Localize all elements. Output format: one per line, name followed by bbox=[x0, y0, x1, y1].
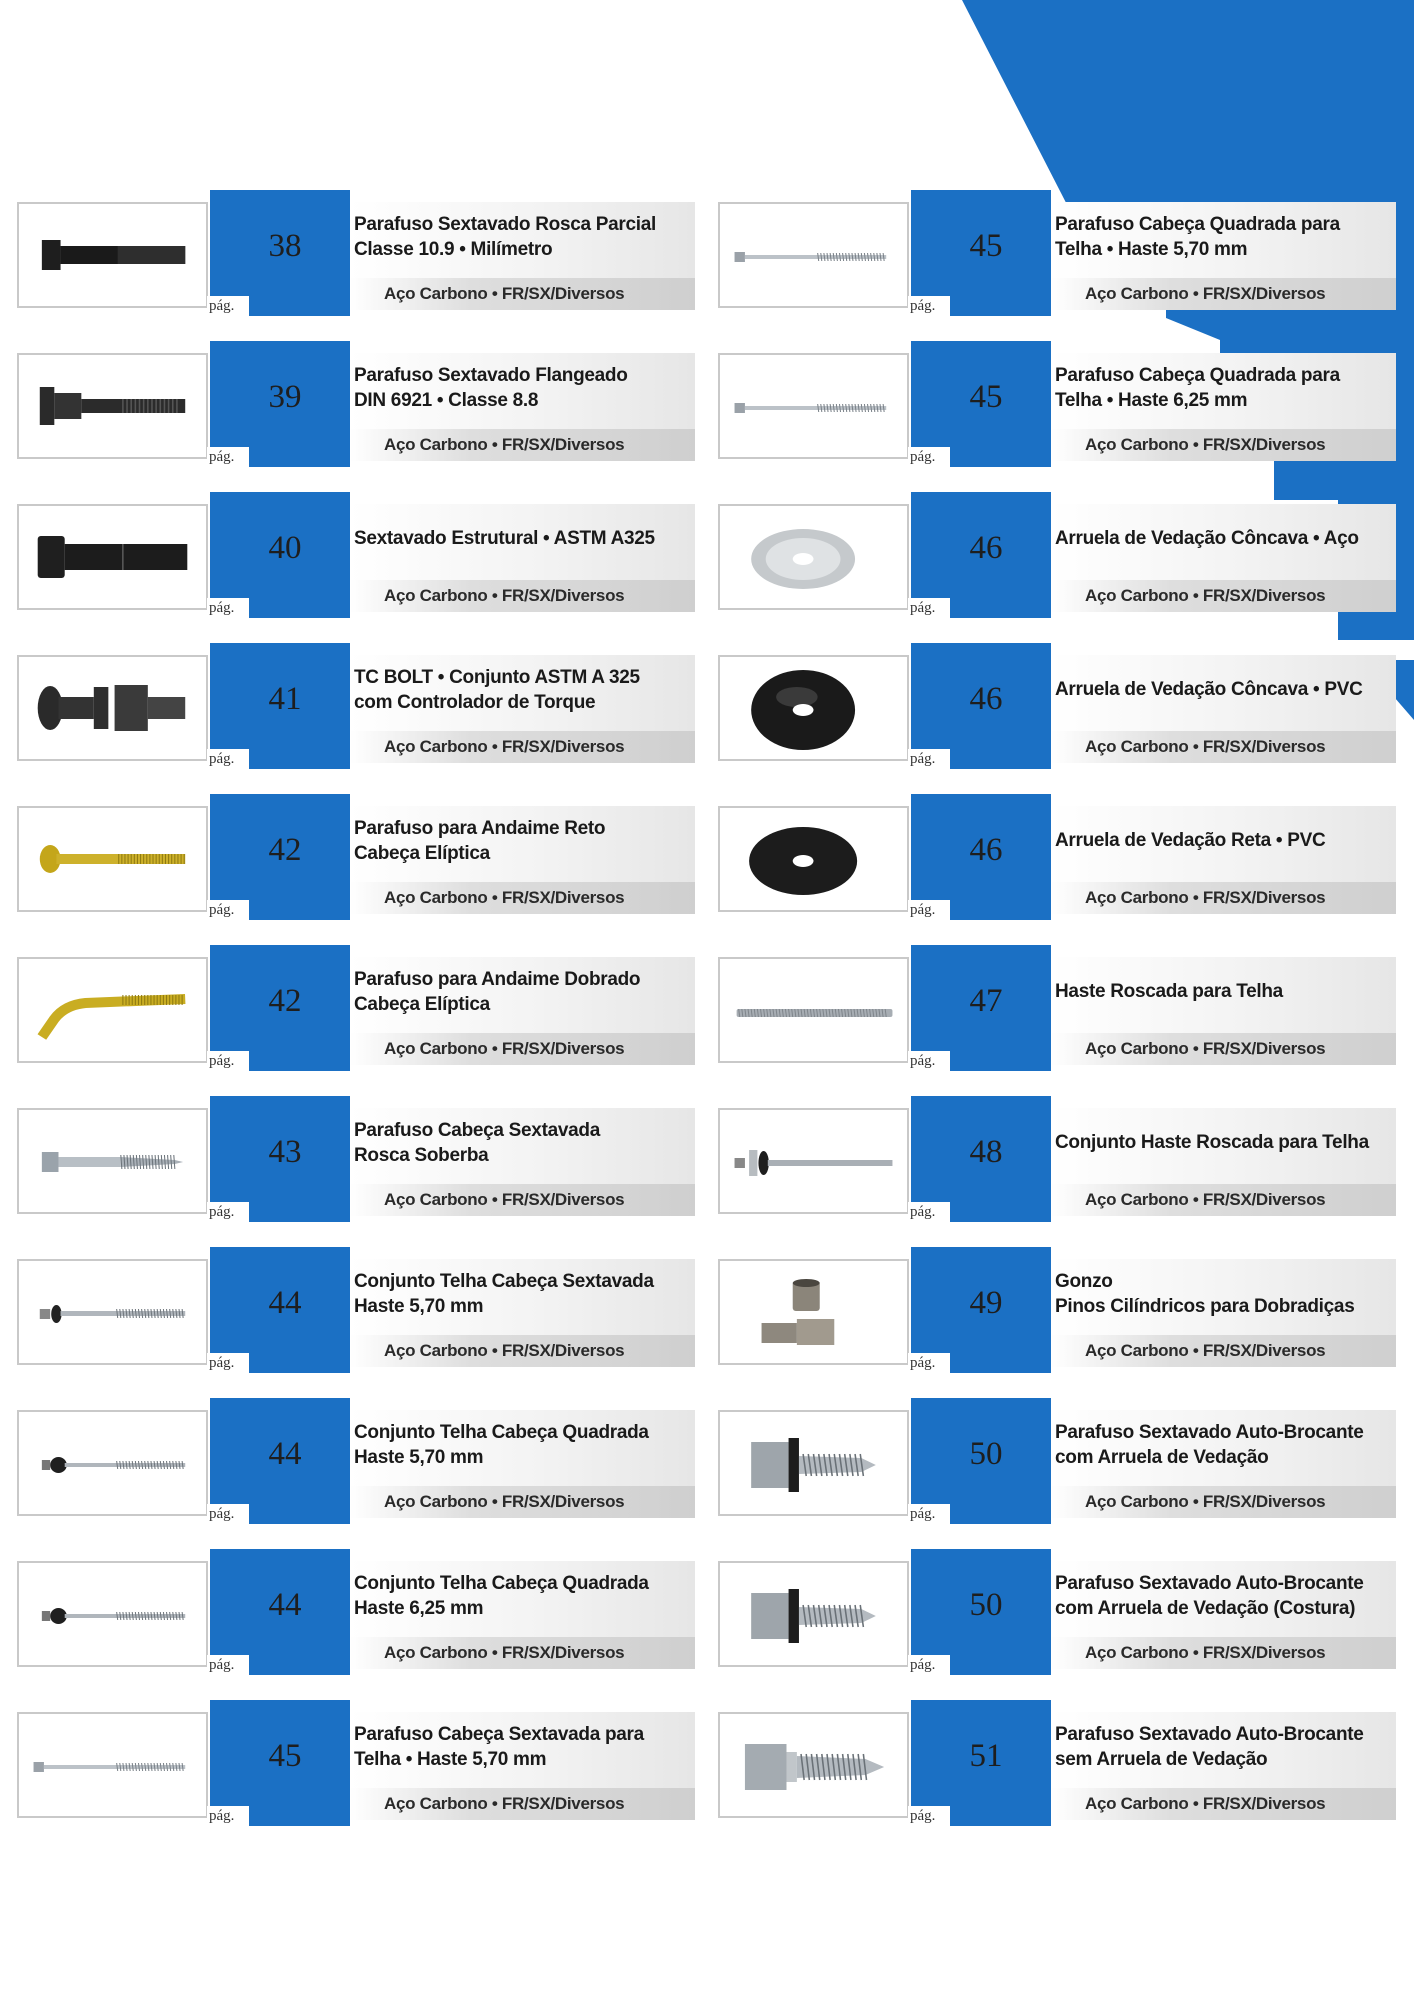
product-title-line: Conjunto Telha Cabeça Sextavada bbox=[354, 1271, 654, 1292]
product-title-line: Parafuso Cabeça Quadrada para bbox=[1055, 214, 1340, 235]
page-number: 46 bbox=[969, 681, 1003, 717]
pvc-flat-washer-icon bbox=[718, 806, 909, 912]
page-number-box bbox=[911, 945, 1051, 1071]
catalog-entry[interactable] bbox=[17, 1247, 717, 1373]
product-title-line: Parafuso Sextavado Auto-Brocante bbox=[1055, 1422, 1364, 1443]
spec-text: Aço Carbono • FR/SX/Diversos bbox=[1085, 435, 1326, 454]
catalog-entry[interactable] bbox=[718, 945, 1414, 1071]
product-info bbox=[350, 353, 695, 461]
catalog-entry[interactable] bbox=[718, 1096, 1414, 1222]
catalog-entry[interactable] bbox=[17, 1700, 717, 1826]
page-number: 44 bbox=[268, 1587, 302, 1623]
product-title bbox=[1055, 212, 1390, 262]
spec-bar bbox=[1051, 1486, 1396, 1518]
page-number: 42 bbox=[268, 983, 302, 1019]
product-title bbox=[1055, 1722, 1390, 1772]
spec-text: Aço Carbono • FR/SX/Diversos bbox=[384, 284, 625, 303]
product-title bbox=[1055, 363, 1390, 413]
spec-text: Aço Carbono • FR/SX/Diversos bbox=[384, 1643, 625, 1662]
spec-text: Aço Carbono • FR/SX/Diversos bbox=[1085, 1039, 1326, 1058]
catalog-entry[interactable] bbox=[718, 341, 1414, 467]
scaffold-bolt-bent-icon bbox=[17, 957, 208, 1063]
page-label: pág. bbox=[207, 1051, 249, 1071]
tc-bolt-icon bbox=[17, 655, 208, 761]
product-title-line: Gonzo bbox=[1055, 1271, 1113, 1292]
product-title-line: Haste Roscada para Telha bbox=[1055, 981, 1283, 1002]
spec-bar bbox=[350, 1637, 695, 1669]
page-number: 50 bbox=[969, 1436, 1003, 1472]
page-number-box bbox=[210, 1247, 350, 1373]
page-number: 39 bbox=[268, 379, 302, 415]
page-label: pág. bbox=[908, 447, 950, 467]
page-label: pág. bbox=[908, 1202, 950, 1222]
catalog-entry[interactable] bbox=[17, 945, 717, 1071]
page-number-box bbox=[911, 190, 1051, 316]
product-info bbox=[350, 655, 695, 763]
page-number: 48 bbox=[969, 1134, 1003, 1170]
product-title-line: TC BOLT • Conjunto ASTM A 325 bbox=[354, 667, 640, 688]
product-title bbox=[354, 363, 689, 413]
product-title-line: Arruela de Vedação Reta • PVC bbox=[1055, 830, 1326, 851]
product-title bbox=[1055, 1571, 1390, 1621]
catalog-entry[interactable] bbox=[17, 643, 717, 769]
product-title-line: Rosca Soberba bbox=[354, 1145, 489, 1166]
spec-bar bbox=[350, 278, 695, 310]
spec-text: Aço Carbono • FR/SX/Diversos bbox=[384, 586, 625, 605]
steel-washer-icon bbox=[718, 504, 909, 610]
product-title-line: Telha • Haste 5,70 mm bbox=[1055, 239, 1248, 260]
product-title bbox=[1055, 1420, 1390, 1470]
structural-bolt-icon bbox=[17, 504, 208, 610]
spec-bar bbox=[350, 1184, 695, 1216]
spec-text: Aço Carbono • FR/SX/Diversos bbox=[384, 888, 625, 907]
catalog-entry[interactable] bbox=[17, 1398, 717, 1524]
product-info bbox=[350, 504, 695, 612]
page-label: pág. bbox=[207, 900, 249, 920]
product-info bbox=[350, 1259, 695, 1367]
product-title-line: Parafuso para Andaime Reto bbox=[354, 818, 606, 839]
page-label: pág. bbox=[908, 1353, 950, 1373]
page-number-box bbox=[911, 643, 1051, 769]
page-label: pág. bbox=[908, 749, 950, 769]
product-title bbox=[354, 1269, 689, 1319]
page-label: pág. bbox=[908, 296, 950, 316]
spec-bar bbox=[350, 1335, 695, 1367]
spec-text: Aço Carbono • FR/SX/Diversos bbox=[384, 1341, 625, 1360]
scaffold-bolt-straight-icon bbox=[17, 806, 208, 912]
roof-screw-hex-icon bbox=[17, 1259, 208, 1365]
spec-text: Aço Carbono • FR/SX/Diversos bbox=[384, 435, 625, 454]
catalog-entry[interactable] bbox=[718, 794, 1414, 920]
page-number: 45 bbox=[969, 228, 1003, 264]
spec-bar bbox=[1051, 1788, 1396, 1820]
self-drilling-screw-plain-icon bbox=[718, 1712, 909, 1818]
catalog-entry[interactable] bbox=[718, 1700, 1414, 1826]
spec-bar bbox=[1051, 278, 1396, 310]
product-title-line: Haste 5,70 mm bbox=[354, 1296, 484, 1317]
roof-screw-long-icon bbox=[718, 353, 909, 459]
page-label: pág. bbox=[207, 1806, 249, 1826]
product-info bbox=[1051, 202, 1396, 310]
catalog-entry[interactable] bbox=[718, 492, 1414, 618]
spec-text: Aço Carbono • FR/SX/Diversos bbox=[1085, 1341, 1326, 1360]
product-title-line: Parafuso Sextavado Flangeado bbox=[354, 365, 628, 386]
page-number-box bbox=[210, 492, 350, 618]
product-title-line: Parafuso Cabeça Quadrada para bbox=[1055, 365, 1340, 386]
roof-screw-long-icon bbox=[718, 202, 909, 308]
product-title bbox=[354, 967, 689, 1017]
spec-bar bbox=[1051, 1184, 1396, 1216]
spec-bar bbox=[350, 731, 695, 763]
product-info bbox=[350, 1108, 695, 1216]
product-info bbox=[1051, 957, 1396, 1065]
product-info bbox=[350, 202, 695, 310]
product-title bbox=[354, 1722, 689, 1772]
product-info bbox=[1051, 504, 1396, 612]
catalog-entry[interactable] bbox=[718, 643, 1414, 769]
page-number: 51 bbox=[969, 1738, 1003, 1774]
spec-bar bbox=[350, 1788, 695, 1820]
page-number-box bbox=[911, 492, 1051, 618]
product-info bbox=[1051, 806, 1396, 914]
page-label: pág. bbox=[908, 598, 950, 618]
page-number: 46 bbox=[969, 530, 1003, 566]
page-label: pág. bbox=[207, 749, 249, 769]
product-title-line: Haste 5,70 mm bbox=[354, 1447, 484, 1468]
product-title bbox=[354, 816, 689, 866]
product-title-line: sem Arruela de Vedação bbox=[1055, 1749, 1268, 1770]
page-number: 45 bbox=[268, 1738, 302, 1774]
spec-bar bbox=[1051, 882, 1396, 914]
catalog-entry[interactable] bbox=[17, 492, 717, 618]
catalog-column-right bbox=[718, 190, 1414, 1851]
product-title-line: Conjunto Telha Cabeça Quadrada bbox=[354, 1573, 649, 1594]
spec-text: Aço Carbono • FR/SX/Diversos bbox=[1085, 888, 1326, 907]
page-number: 41 bbox=[268, 681, 302, 717]
product-info bbox=[1051, 1259, 1396, 1367]
page-label: pág. bbox=[207, 1655, 249, 1675]
product-title-line: Parafuso Sextavado Rosca Parcial bbox=[354, 214, 656, 235]
product-title-line: Parafuso Sextavado Auto-Brocante bbox=[1055, 1724, 1364, 1745]
page-label: pág. bbox=[908, 1655, 950, 1675]
spec-text: Aço Carbono • FR/SX/Diversos bbox=[384, 1492, 625, 1511]
page-number: 43 bbox=[268, 1134, 302, 1170]
page-number: 44 bbox=[268, 1285, 302, 1321]
self-drilling-screw-icon bbox=[718, 1410, 909, 1516]
spec-text: Aço Carbono • FR/SX/Diversos bbox=[1085, 1492, 1326, 1511]
product-info bbox=[1051, 1561, 1396, 1669]
spec-text: Aço Carbono • FR/SX/Diversos bbox=[1085, 284, 1326, 303]
product-title-line: Haste 6,25 mm bbox=[354, 1598, 484, 1619]
spec-text: Aço Carbono • FR/SX/Diversos bbox=[1085, 1643, 1326, 1662]
spec-bar bbox=[350, 580, 695, 612]
page-number: 38 bbox=[268, 228, 302, 264]
page-number-box bbox=[911, 794, 1051, 920]
page-label: pág. bbox=[207, 296, 249, 316]
page-number: 42 bbox=[268, 832, 302, 868]
spec-bar bbox=[350, 882, 695, 914]
roof-screw-long-icon bbox=[17, 1712, 208, 1818]
spec-bar bbox=[1051, 1033, 1396, 1065]
product-title-line: Pinos Cilíndricos para Dobradiças bbox=[1055, 1296, 1355, 1317]
product-title bbox=[1055, 1130, 1390, 1155]
product-title bbox=[1055, 526, 1390, 551]
product-title bbox=[354, 1420, 689, 1470]
page-number-box bbox=[210, 341, 350, 467]
spec-bar bbox=[350, 1486, 695, 1518]
product-title bbox=[354, 665, 689, 715]
spec-text: Aço Carbono • FR/SX/Diversos bbox=[384, 1190, 625, 1209]
page-number-box bbox=[911, 1096, 1051, 1222]
product-title-line: Sextavado Estrutural • ASTM A325 bbox=[354, 528, 655, 549]
product-info bbox=[1051, 1712, 1396, 1820]
product-info bbox=[1051, 1410, 1396, 1518]
catalog-entry[interactable] bbox=[17, 341, 717, 467]
spec-bar bbox=[1051, 429, 1396, 461]
page-label: pág. bbox=[908, 1806, 950, 1826]
page-number: 45 bbox=[969, 379, 1003, 415]
product-info bbox=[1051, 1108, 1396, 1216]
threaded-rod-icon bbox=[718, 957, 909, 1063]
product-title-line: Cabeça Elíptica bbox=[354, 994, 490, 1015]
product-title-line: Conjunto Telha Cabeça Quadrada bbox=[354, 1422, 649, 1443]
spec-bar bbox=[1051, 580, 1396, 612]
product-title-line: com Arruela de Vedação (Costura) bbox=[1055, 1598, 1356, 1619]
page-number-box bbox=[911, 1700, 1051, 1826]
page-number-box bbox=[210, 1700, 350, 1826]
spec-text: Aço Carbono • FR/SX/Diversos bbox=[384, 737, 625, 756]
page-number: 49 bbox=[969, 1285, 1003, 1321]
product-info bbox=[350, 957, 695, 1065]
product-title-line: Telha • Haste 6,25 mm bbox=[1055, 390, 1248, 411]
spec-bar bbox=[1051, 1335, 1396, 1367]
catalog-entry[interactable] bbox=[17, 794, 717, 920]
catalog-entry[interactable] bbox=[17, 190, 717, 316]
page-number: 40 bbox=[268, 530, 302, 566]
page-label: pág. bbox=[207, 1353, 249, 1373]
product-info bbox=[350, 1712, 695, 1820]
product-title-line: Classe 10.9 • Milímetro bbox=[354, 239, 553, 260]
product-title-line: com Controlador de Torque bbox=[354, 692, 596, 713]
product-title-line: Parafuso Sextavado Auto-Brocante bbox=[1055, 1573, 1364, 1594]
page-label: pág. bbox=[908, 1504, 950, 1524]
catalog-entry[interactable] bbox=[17, 1549, 717, 1675]
spec-text: Aço Carbono • FR/SX/Diversos bbox=[1085, 1794, 1326, 1813]
page-label: pág. bbox=[207, 1504, 249, 1524]
product-title bbox=[354, 1118, 689, 1168]
product-info bbox=[1051, 353, 1396, 461]
page-number: 50 bbox=[969, 1587, 1003, 1623]
pvc-concave-washer-icon bbox=[718, 655, 909, 761]
page-number: 46 bbox=[969, 832, 1003, 868]
hinge-pin-icon bbox=[718, 1259, 909, 1365]
catalog-entry[interactable] bbox=[718, 190, 1414, 316]
page-label: pág. bbox=[908, 1051, 950, 1071]
page-label: pág. bbox=[207, 447, 249, 467]
product-title bbox=[354, 1571, 689, 1621]
product-title-line: DIN 6921 • Classe 8.8 bbox=[354, 390, 539, 411]
catalog-entry[interactable] bbox=[17, 1096, 717, 1222]
flange-bolt-icon bbox=[17, 353, 208, 459]
product-info bbox=[350, 806, 695, 914]
roof-screw-square-icon bbox=[17, 1410, 208, 1516]
page-number-box bbox=[210, 945, 350, 1071]
catalog-entry[interactable] bbox=[718, 1247, 1414, 1373]
spec-text: Aço Carbono • FR/SX/Diversos bbox=[1085, 1190, 1326, 1209]
page-number-box bbox=[210, 1398, 350, 1524]
product-title bbox=[1055, 828, 1390, 853]
page-number-box bbox=[210, 643, 350, 769]
hex-bolt-black-icon bbox=[17, 202, 208, 308]
spec-text: Aço Carbono • FR/SX/Diversos bbox=[384, 1039, 625, 1058]
spec-text: Aço Carbono • FR/SX/Diversos bbox=[1085, 737, 1326, 756]
catalog-column-left bbox=[17, 190, 717, 1851]
catalog-entry[interactable] bbox=[718, 1398, 1414, 1524]
roof-screw-square-icon bbox=[17, 1561, 208, 1667]
self-drilling-screw-icon bbox=[718, 1561, 909, 1667]
spec-bar bbox=[1051, 731, 1396, 763]
page-label: pág. bbox=[908, 900, 950, 920]
product-title-line: Parafuso Cabeça Sextavada bbox=[354, 1120, 600, 1141]
page-label: pág. bbox=[207, 598, 249, 618]
product-title bbox=[354, 212, 689, 262]
product-title-line: Telha • Haste 5,70 mm bbox=[354, 1749, 547, 1770]
spec-text: Aço Carbono • FR/SX/Diversos bbox=[1085, 586, 1326, 605]
product-title-line: Cabeça Elíptica bbox=[354, 843, 490, 864]
spec-text: Aço Carbono • FR/SX/Diversos bbox=[384, 1794, 625, 1813]
page-number: 47 bbox=[969, 983, 1003, 1019]
product-title-line: Conjunto Haste Roscada para Telha bbox=[1055, 1132, 1369, 1153]
threaded-rod-set-icon bbox=[718, 1108, 909, 1214]
page-number-box bbox=[911, 1398, 1051, 1524]
page-number-box bbox=[911, 341, 1051, 467]
product-info bbox=[350, 1410, 695, 1518]
page-number-box bbox=[210, 794, 350, 920]
product-title bbox=[1055, 677, 1390, 702]
page-number-box bbox=[210, 1549, 350, 1675]
spec-bar bbox=[1051, 1637, 1396, 1669]
product-info bbox=[1051, 655, 1396, 763]
product-title-line: Arruela de Vedação Côncava • Aço bbox=[1055, 528, 1359, 549]
catalog-entry[interactable] bbox=[718, 1549, 1414, 1675]
page-number-box bbox=[210, 1096, 350, 1222]
page-number-box bbox=[911, 1247, 1051, 1373]
product-info bbox=[350, 1561, 695, 1669]
page-number-box bbox=[911, 1549, 1051, 1675]
product-title bbox=[1055, 1269, 1390, 1319]
product-title-line: Parafuso Cabeça Sextavada para bbox=[354, 1724, 644, 1745]
page-label: pág. bbox=[207, 1202, 249, 1222]
spec-bar bbox=[350, 429, 695, 461]
page-number: 44 bbox=[268, 1436, 302, 1472]
spec-bar bbox=[350, 1033, 695, 1065]
product-title bbox=[1055, 979, 1390, 1004]
lag-screw-icon bbox=[17, 1108, 208, 1214]
product-title-line: com Arruela de Vedação bbox=[1055, 1447, 1269, 1468]
page-number-box bbox=[210, 190, 350, 316]
product-title-line: Arruela de Vedação Côncava • PVC bbox=[1055, 679, 1363, 700]
product-title bbox=[354, 526, 689, 551]
product-title-line: Parafuso para Andaime Dobrado bbox=[354, 969, 641, 990]
